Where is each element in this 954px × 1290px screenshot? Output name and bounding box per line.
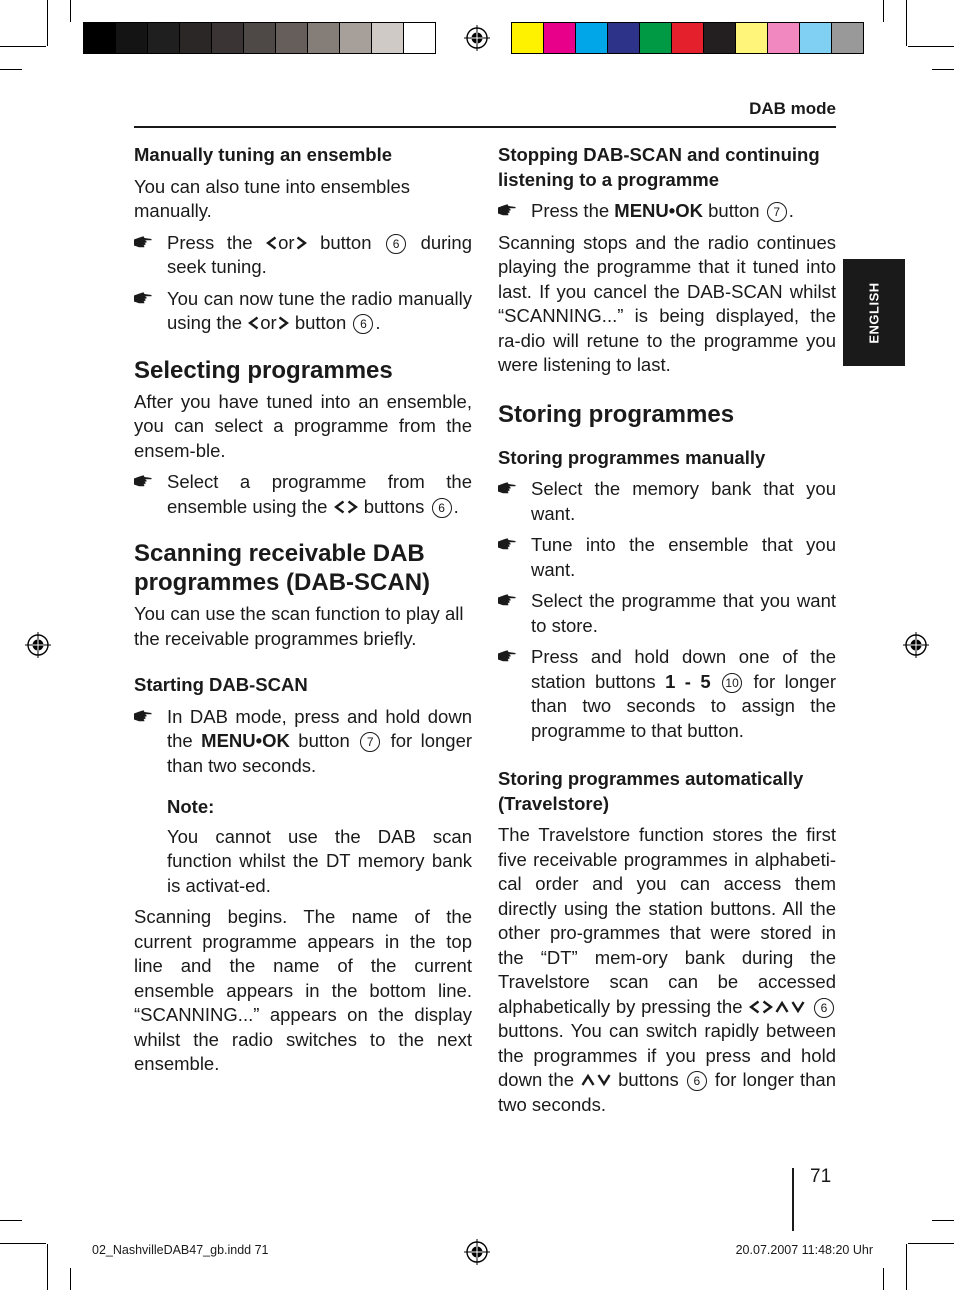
chevron-left-icon (749, 1000, 760, 1014)
color-swatch (512, 23, 544, 53)
chevron-down-icon (791, 1000, 805, 1014)
gray-swatch (404, 23, 435, 53)
chevron-up-icon (775, 1000, 789, 1014)
color-swatch (640, 23, 672, 53)
list-item: Tune into the ensemble that you want. (498, 533, 836, 582)
subheading: Stopping DAB-SCAN and continuing listening to a programme (498, 144, 820, 190)
date-slug: 20.07.2007 11:48:20 Uhr (735, 1243, 873, 1257)
subheading: Manually tuning an ensemble (134, 144, 393, 165)
subheading: Storing programmes manually (498, 446, 766, 468)
gray-swatch (276, 23, 308, 53)
pointing-hand-icon (498, 481, 516, 495)
note-text: You cannot use the DAB scan function whilst the DT memory bank is activat-ed. (167, 825, 472, 896)
note (134, 795, 472, 898)
section-header: DAB mode (749, 99, 836, 118)
chevron-right-icon (762, 1000, 773, 1014)
list-item: You can now tune the radio manually using the or button 6 . (134, 287, 472, 336)
list-item: Press and hold down one of the station buttons 1 - 5 10 for longer than two seconds to assign the programme to that button. (498, 645, 836, 743)
section-heading: Storing programmes (498, 400, 735, 428)
color-swatch (832, 23, 863, 53)
page-number: 71 (810, 1166, 832, 1187)
pointing-hand-icon (498, 593, 516, 607)
color-swatch (608, 23, 640, 53)
key-number-badge: 7 (767, 202, 787, 222)
pointing-hand-icon (498, 203, 516, 217)
crop-mark (906, 1244, 907, 1290)
list-item: Select the memory bank that you want. (498, 477, 836, 526)
paragraph: Scanning stops and the radio continues playing the programme that it tuned into last. If you cancel the DAB-SCAN whilst “SCANNING...” is being displayed, the ra-dio will retune to the programme you were listening to last. (498, 231, 836, 375)
paragraph: After you have tuned into an ensemble, you can select a programme from the ensem-ble. (134, 390, 472, 461)
color-swatch (768, 23, 800, 53)
header-rule (134, 126, 836, 128)
color-swatch (800, 23, 832, 53)
pointing-hand-icon (498, 537, 516, 551)
color-bar (511, 22, 864, 54)
crop-mark (70, 1268, 71, 1290)
paragraph: Scanning begins. The name of the current programme appears in the top line and the name of the current ensemble appears in the bottom line. “SCANNING...” appears on the display whilst the radio switches to the next ensemble. (134, 906, 472, 1074)
crop-mark (47, 0, 48, 46)
right-column (498, 143, 836, 1117)
grayscale-bar (83, 22, 436, 54)
note-label: Note: (167, 796, 215, 817)
list-item: Press the MENU•OK button 7 . (498, 199, 836, 224)
chevron-left-icon (334, 500, 345, 514)
gray-swatch (84, 23, 116, 53)
crop-mark (47, 1244, 48, 1290)
registration-mark-icon (903, 632, 929, 658)
pointing-hand-icon (134, 235, 152, 249)
pointing-hand-icon (134, 474, 152, 488)
pointing-hand-icon (134, 291, 152, 305)
subheading: Storing programmes automatically (Travelstore) (498, 768, 804, 814)
crop-mark (908, 1243, 954, 1244)
list-item: In DAB mode, press and hold down the MENU•OK button 7 for longer than two seconds. (134, 705, 472, 779)
list-item: Press the or button 6 during seek tuning. (134, 231, 472, 280)
registration-mark-icon (464, 1239, 490, 1265)
chevron-right-icon (296, 236, 307, 250)
gray-swatch (148, 23, 180, 53)
key-number-badge: 6 (814, 998, 834, 1018)
crop-mark (932, 69, 954, 70)
pointing-hand-icon (134, 709, 152, 723)
chevron-left-icon (266, 236, 277, 250)
gray-swatch (308, 23, 340, 53)
registration-mark-icon (464, 25, 490, 51)
key-number-badge: 6 (687, 1071, 707, 1091)
crop-mark (0, 46, 46, 47)
crop-mark (0, 1243, 46, 1244)
key-number-badge: 7 (360, 732, 380, 752)
chevron-up-icon (581, 1073, 595, 1087)
crop-mark (932, 1220, 954, 1221)
gray-swatch (212, 23, 244, 53)
list-item: Select the programme that you want to store. (498, 589, 836, 638)
color-swatch (704, 23, 736, 53)
page-number-rule (792, 1168, 794, 1231)
color-swatch (544, 23, 576, 53)
paragraph: You can also tune into ensembles manually. (134, 175, 410, 221)
list-item: Select a programme from the ensemble using the buttons 6 . (134, 470, 472, 519)
chevron-down-icon (597, 1073, 611, 1087)
key-number-badge: 6 (432, 498, 452, 518)
chevron-left-icon (248, 316, 259, 330)
crop-mark (0, 1220, 22, 1221)
color-swatch (736, 23, 768, 53)
key-number-badge: 10 (722, 673, 742, 693)
paragraph: The Travelstore function stores the first five receivable programmes in alphabeti-cal order and you can access them directly using the station buttons. All the other pro-grammes that were stored in the “DT” mem-ory bank during the Travelstore scan can be accessed alphabetically by pressing the 6 buttons. You can switch rapidly between the programmes if you press and hold down the buttons 6 for longer than two seconds. (498, 824, 836, 1115)
crop-mark (908, 46, 954, 47)
crop-mark (0, 69, 22, 70)
chevron-right-icon (347, 500, 358, 514)
subheading: Starting DAB-SCAN (134, 674, 308, 695)
gray-swatch (340, 23, 372, 53)
gray-swatch (180, 23, 212, 53)
pointing-hand-icon (498, 649, 516, 663)
left-column (134, 143, 472, 1077)
paragraph: You can use the scan function to play all the receivable programmes briefly. (134, 603, 464, 649)
section-heading: Selecting programmes (134, 356, 393, 384)
crop-mark (883, 0, 884, 22)
language-tab (843, 259, 905, 366)
crop-mark (906, 0, 907, 46)
registration-mark-icon (25, 632, 51, 658)
crop-mark (70, 0, 71, 22)
chevron-right-icon (278, 316, 289, 330)
key-number-badge: 6 (353, 314, 373, 334)
gray-swatch (116, 23, 148, 53)
gray-swatch (244, 23, 276, 53)
color-swatch (672, 23, 704, 53)
key-number-badge: 6 (386, 234, 406, 254)
file-slug: 02_NashvilleDAB47_gb.indd 71 (92, 1243, 269, 1257)
gray-swatch (372, 23, 404, 53)
language-tab-label: ENGLISH (866, 281, 882, 344)
crop-mark (883, 1268, 884, 1290)
color-swatch (576, 23, 608, 53)
section-heading: Scanning receivable DAB programmes (DAB-SCAN) (134, 540, 431, 596)
